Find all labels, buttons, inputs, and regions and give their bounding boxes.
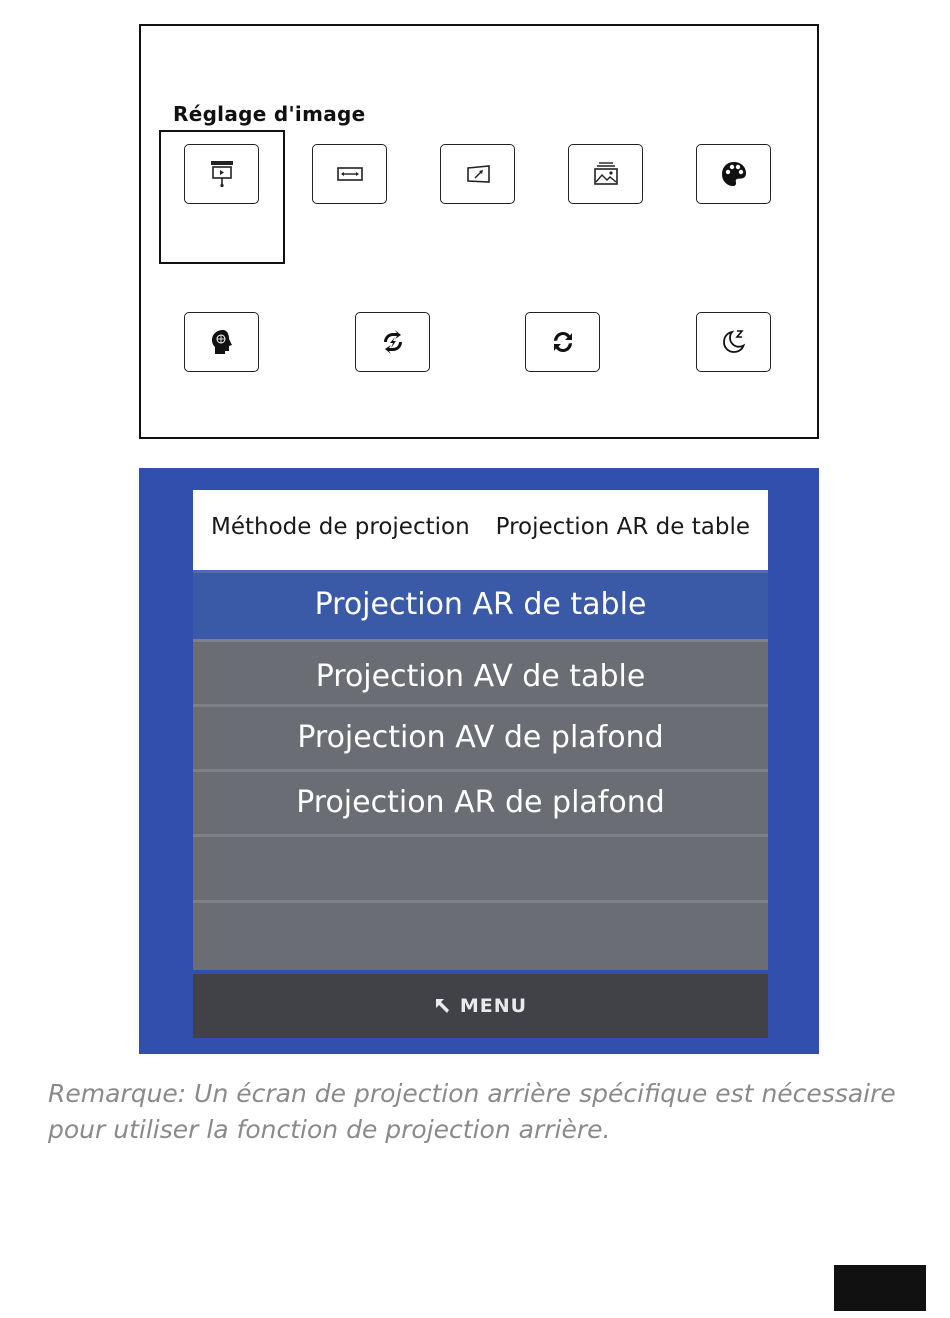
aspect-ratio-button[interactable]	[312, 144, 387, 204]
ai-head-button[interactable]	[184, 312, 259, 372]
picture-mode-button[interactable]	[568, 144, 643, 204]
rear-projection-note	[48, 1076, 918, 1148]
projection-icon	[207, 159, 237, 189]
keystone-button[interactable]	[440, 144, 515, 204]
color-palette-button[interactable]	[696, 144, 771, 204]
ai-head-icon	[207, 327, 237, 357]
option-label: Projection AV de table	[315, 659, 646, 694]
auto-focus-icon	[378, 327, 408, 357]
option-rear-table[interactable]	[193, 570, 768, 639]
option-front-table[interactable]	[193, 639, 768, 704]
back-arrow-icon	[434, 996, 454, 1016]
option-rear-ceiling[interactable]	[193, 769, 768, 834]
option-empty-2	[193, 900, 768, 970]
color-palette-icon	[719, 159, 749, 189]
option-label: Projection AR de table	[314, 587, 647, 622]
page-tab-marker	[834, 1265, 926, 1311]
image-settings-title: Réglage d'image	[173, 102, 366, 126]
projection-button[interactable]	[184, 144, 259, 204]
menu-header-label: Méthode de projection	[211, 514, 470, 540]
projection-menu-panel	[139, 468, 819, 1054]
option-front-ceiling[interactable]	[193, 704, 768, 769]
sleep-timer-button[interactable]	[696, 312, 771, 372]
refresh-button[interactable]	[525, 312, 600, 372]
auto-focus-button[interactable]	[355, 312, 430, 372]
keystone-icon	[463, 159, 493, 189]
menu-footer-label: MENU	[459, 995, 528, 1017]
option-label: Projection AV de plafond	[297, 720, 664, 755]
note-line-1: Remarque: Un écran de projection arrière spécifique est nécessaire	[48, 1079, 896, 1108]
option-label: Projection AR de plafond	[296, 785, 665, 820]
option-empty-1	[193, 834, 768, 900]
sleep-timer-icon	[719, 327, 749, 357]
menu-header	[193, 490, 768, 570]
image-settings-panel	[139, 24, 819, 439]
picture-mode-icon	[591, 159, 621, 189]
note-line-2: pour utiliser la fonction de projection arrière.	[48, 1115, 611, 1144]
menu-header-value: Projection AR de table	[495, 514, 750, 540]
aspect-ratio-icon	[335, 159, 365, 189]
menu-back-button[interactable]	[193, 974, 768, 1038]
refresh-icon	[548, 327, 578, 357]
